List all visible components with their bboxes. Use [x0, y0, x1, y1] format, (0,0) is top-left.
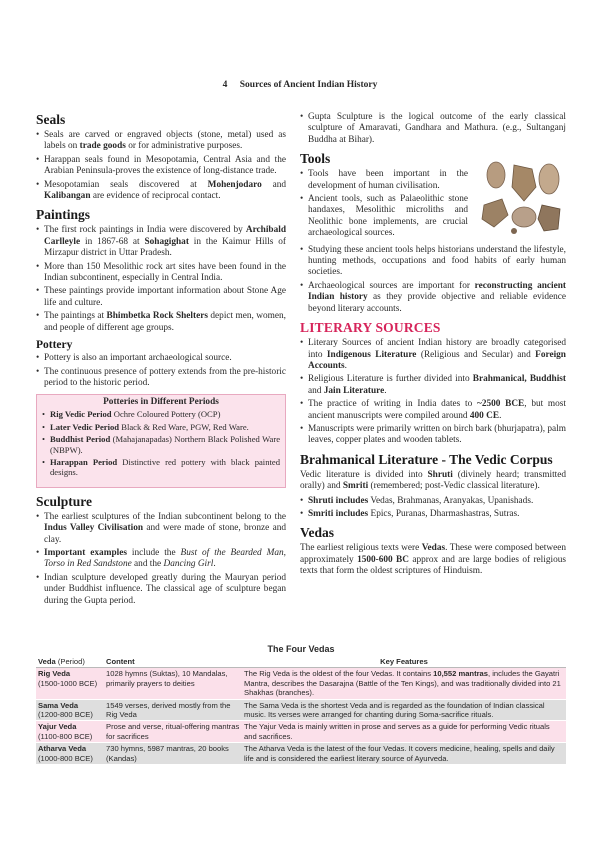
vedas-heading: Vedas	[300, 525, 335, 541]
paintings-list	[36, 225, 286, 334]
list-item: • The first rock paintings in India were discovered by Archibald Carlleyle in 1867-68 at Sohagighat in the Kaimur Hills of Mirzapur district in Uttar Pradesh.	[36, 225, 286, 259]
features-cell: The Atharva Veda is the latest of the four Vedas. It covers medicine, healing, spells and daily life and is considered the earliest literary source of Ayurveda.	[242, 743, 566, 765]
potteries-box	[36, 394, 286, 487]
literary-sources-heading: LITERARY SOURCES	[300, 320, 441, 336]
vedas-section	[300, 525, 566, 577]
veda-cell: Sama Veda (1200-800 BCE)	[36, 699, 104, 721]
tools-heading: Tools	[300, 151, 331, 167]
sculpture-list-continued	[300, 112, 566, 146]
list-item: • The continuous presence of pottery extends from the pre-historic period to the historic period.	[36, 367, 286, 390]
table-row	[36, 668, 566, 699]
seals-heading: Seals	[36, 112, 66, 127]
list-item: • Manuscripts were primarily written on birch bark (bhurjapatra), palm leaves, copper plates and wooden tablets.	[300, 424, 566, 447]
list-item: • Smriti includes Epics, Puranas, Dharmashastras, Sutras.	[300, 509, 566, 520]
list-item: • Shruti includes Vedas, Brahmanas, Aranyakas, Upanishads.	[300, 496, 566, 507]
veda-cell: Rig Veda (1500-1000 BCE)	[36, 668, 104, 699]
table-row	[36, 721, 566, 743]
column-header: Veda (Period)	[36, 656, 104, 668]
table-title: The Four Vedas	[267, 644, 335, 654]
page-header	[0, 80, 600, 90]
list-item: • The paintings at Bhimbetka Rock Shelters depict men, women, and people of different age groups.	[36, 311, 286, 334]
column-header: Content	[104, 656, 242, 668]
pottery-list	[36, 353, 286, 389]
seals-list	[36, 130, 286, 202]
sculpture-list	[36, 512, 286, 607]
page-header-title: Sources of Ancient Indian History	[239, 80, 378, 90]
content-cell: 1549 verses, derived mostly from the Rig Veda	[104, 699, 242, 721]
list-item: • More than 150 Mesolithic rock art sites have been found in the Indian subcontinent, especially in Central India.	[36, 262, 286, 285]
right-column	[300, 112, 566, 582]
list-item: • Archaeological sources are important for reconstructing ancient Indian history as they provide objective and reliable evidence beyond literary accounts.	[300, 281, 566, 315]
table-row	[36, 699, 566, 721]
veda-cell: Yajur Veda (1100-800 BCE)	[36, 721, 104, 743]
veda-cell: Atharva Veda (1000-800 BCE)	[36, 743, 104, 765]
table-row	[36, 743, 566, 765]
brahmanical-list	[300, 496, 566, 521]
content-cell: 1028 hymns (Suktas), 10 Mandalas, primarily prayers to deities	[104, 668, 242, 699]
tools-list	[300, 169, 468, 239]
seals-section	[36, 112, 286, 202]
list-item: • The earliest sculptures of the Indian subcontinent belong to the Indus Valley Civilisation and were made of stone, bronze and clay.	[36, 512, 286, 546]
sculpture-section	[36, 494, 286, 607]
list-item: • These paintings provide important information about Stone Age life and culture.	[36, 286, 286, 309]
paintings-section	[36, 207, 286, 334]
stone-tools-icon	[474, 157, 566, 237]
column-header: Key Features	[242, 656, 566, 668]
list-item: • Tools have been important in the development of human civilisation.	[300, 169, 468, 192]
list-item: • Literary Sources of ancient Indian history are broadly categorised into Indigenous Literature (Religious and Secular) and Foreign Accounts.	[300, 338, 566, 372]
list-item: • Mesopotamian seals discovered at Mohenjodaro and Kalibangan are evidence of reciprocal contact.	[36, 180, 286, 203]
features-cell: The Sama Veda is the shortest Veda and is regarded as the foundation of Indian classical music. Its verses were arranged for chanting during Soma-sacrifice rituals.	[242, 699, 566, 721]
list-item: • Later Vedic Period Black & Red Ware, PGW, Red Ware.	[42, 422, 280, 432]
list-item: • Seals are carved or engraved objects (stone, metal) used as labels on trade goods or for administrative purposes.	[36, 130, 286, 153]
content-cell: 730 hymns, 5987 mantras, 20 books (Kandas)	[104, 743, 242, 765]
brahmanical-section	[300, 452, 566, 521]
vedas-paragraph: The earliest religious texts were Vedas. These were composed between approximately 1500-600 BC approx and are large bodies of religious texts that form the oldest scriptures of Hinduism.	[300, 543, 566, 577]
list-item: • The practice of writing in India dates to ~2500 BCE, but most ancient manuscripts were compiled around 400 CE.	[300, 399, 566, 422]
sculpture-heading: Sculpture	[36, 493, 93, 509]
features-cell: The Rig Veda is the oldest of the four Vedas. It contains 10,552 mantras, includes the Gayatri Mantra, describes the Dasarajna (Battle of the Ten Kings), and was traditionally divided into 21 Shakhas (branches).	[242, 668, 566, 699]
list-item: • Gupta Sculpture is the logical outcome of the early classical sculpture of Amaravati, Gandhara and Mathura. (e.g., Sultanganj Buddha at Bihar).	[300, 112, 566, 146]
list-item: • Buddhist Period (Mahajanapadas) Northern Black Polished Ware (NBPW).	[42, 434, 280, 455]
four-vedas-table-section	[36, 644, 566, 765]
list-item: • Harappan seals found in Mesopotamia, Central Asia and the Arabian Peninsula-proves the existence of long-distance trade.	[36, 155, 286, 178]
content-cell: Prose and verse, ritual-offering mantras for sacrifices	[104, 721, 242, 743]
tools-list-continued	[300, 245, 566, 315]
four-vedas-table	[36, 656, 566, 765]
pottery-heading: Pottery	[36, 339, 73, 352]
brahmanical-paragraph: Vedic literature is divided into Shruti (divinely heard; transmitted orally) and Smriti (remembered; post-Vedic classical literature).	[300, 469, 567, 492]
potteries-box-title: Potteries in Different Periods	[103, 397, 219, 408]
list-item: • Indian sculpture developed greatly during the Mauryan period under Buddhist influence. The classical age of sculpture began during the Gupta period.	[36, 573, 286, 607]
list-item: • Ancient tools, such as Palaeolithic stone handaxes, Mesolithic microliths and Neolithic bone implements, are crucial archaeological sources.	[300, 194, 468, 240]
paintings-heading: Paintings	[36, 207, 91, 223]
list-item: • Religious Literature is further divided into Brahmanical, Buddhist and Jain Literature.	[300, 374, 566, 397]
features-cell: The Yajur Veda is mainly written in prose and serves as a guide for performing Vedic rituals and sacrifices.	[242, 721, 566, 743]
list-item: • Rig Vedic Period Ochre Coloured Pottery (OCP)	[42, 409, 280, 419]
pottery-section	[36, 339, 286, 488]
literary-sources-section	[300, 320, 566, 447]
list-item: • Studying these ancient tools helps historians understand the lifestyle, hunting methods, occupations and food habits of early human societies.	[300, 245, 566, 279]
page-number: 4	[222, 80, 228, 90]
potteries-box-list	[42, 409, 280, 477]
list-item: • Pottery is also an important archaeological source.	[36, 353, 286, 364]
table-header-row	[36, 656, 566, 668]
left-column	[36, 112, 286, 612]
list-item: • Important examples include the Bust of the Bearded Man, Torso in Red Sandstone and the Dancing Girl.	[36, 548, 286, 571]
tools-section	[300, 151, 566, 315]
literary-list	[300, 338, 566, 447]
list-item: • Harappan Period Distinctive red pottery with black painted designs.	[42, 457, 280, 478]
brahmanical-heading: Brahmanical Literature - The Vedic Corpus	[300, 451, 553, 467]
